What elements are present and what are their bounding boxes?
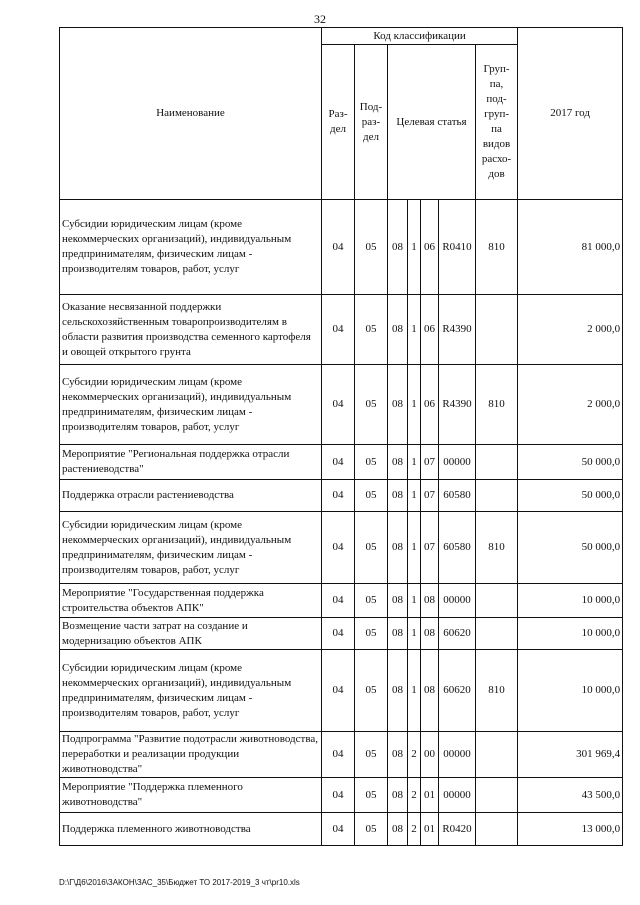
row-target-event: 00 [421, 732, 439, 778]
row-target-subprogram: 2 [408, 732, 421, 778]
row-target-event: 08 [421, 584, 439, 618]
row-expense-group [476, 295, 518, 365]
row-target-program: 08 [388, 480, 408, 512]
row-section: 04 [322, 200, 355, 295]
table-row [60, 650, 623, 732]
row-amount: 10 000,0 [518, 618, 623, 650]
row-target-subprogram: 1 [408, 480, 421, 512]
row-subsection: 05 [355, 732, 388, 778]
row-name: Субсидии юридическим лицам (кроме некоммерческих организаций), индивидуальным предпринимателям, физическим лицам - производителям товаров, работ, услуг [60, 650, 322, 732]
row-target-subprogram: 2 [408, 813, 421, 846]
row-subsection: 05 [355, 365, 388, 445]
row-amount: 50 000,0 [518, 512, 623, 584]
row-target-program: 08 [388, 512, 408, 584]
row-section: 04 [322, 813, 355, 846]
row-target-code: 00000 [439, 732, 476, 778]
row-target-program: 08 [388, 813, 408, 846]
row-subsection: 05 [355, 618, 388, 650]
row-target-code: R0410 [439, 200, 476, 295]
row-name: Мероприятие "Поддержка племенного животноводства" [60, 778, 322, 813]
row-expense-group: 810 [476, 650, 518, 732]
row-target-code: R0420 [439, 813, 476, 846]
table-body [60, 200, 623, 846]
row-target-program: 08 [388, 365, 408, 445]
row-target-subprogram: 1 [408, 295, 421, 365]
row-expense-group [476, 480, 518, 512]
row-section: 04 [322, 618, 355, 650]
file-path-footer: D:\Г\Д6\2016\ЗАКОН\ЗАС_35\Бюджет ТО 2017-2019_3 чт\pr10.xls [59, 878, 300, 887]
row-target-code: 60580 [439, 480, 476, 512]
row-subsection: 05 [355, 512, 388, 584]
row-target-subprogram: 1 [408, 445, 421, 480]
row-target-event: 01 [421, 778, 439, 813]
row-target-code: 60620 [439, 618, 476, 650]
row-amount: 10 000,0 [518, 584, 623, 618]
header-target-article: Целевая статья [388, 45, 476, 200]
row-expense-group: 810 [476, 200, 518, 295]
table-row [60, 200, 623, 295]
row-target-code: 00000 [439, 584, 476, 618]
row-expense-group [476, 618, 518, 650]
row-subsection: 05 [355, 650, 388, 732]
row-target-subprogram: 1 [408, 200, 421, 295]
row-expense-group: 810 [476, 365, 518, 445]
row-target-subprogram: 1 [408, 365, 421, 445]
row-target-subprogram: 1 [408, 650, 421, 732]
row-target-program: 08 [388, 200, 408, 295]
row-section: 04 [322, 778, 355, 813]
table-row [60, 365, 623, 445]
row-name: Оказание несвязанной поддержки сельскохозяйственным товаропроизводителям в области развития производства семенного картофеля и овощей открытого грунта [60, 295, 322, 365]
table-row [60, 512, 623, 584]
row-target-program: 08 [388, 295, 408, 365]
row-amount: 81 000,0 [518, 200, 623, 295]
row-section: 04 [322, 732, 355, 778]
header-section: Раз- дел [322, 45, 355, 200]
row-target-code: 00000 [439, 445, 476, 480]
row-subsection: 05 [355, 584, 388, 618]
row-amount: 50 000,0 [518, 445, 623, 480]
row-target-code: R4390 [439, 365, 476, 445]
table-row [60, 480, 623, 512]
row-expense-group [476, 584, 518, 618]
row-name: Возмещение части затрат на создание и модернизацию объектов АПК [60, 618, 322, 650]
row-subsection: 05 [355, 813, 388, 846]
row-name: Мероприятие "Государственная поддержка строительства объектов АПК" [60, 584, 322, 618]
row-target-program: 08 [388, 650, 408, 732]
row-amount: 301 969,4 [518, 732, 623, 778]
budget-classification-table [59, 27, 623, 846]
row-expense-group: 810 [476, 512, 518, 584]
row-subsection: 05 [355, 778, 388, 813]
row-target-program: 08 [388, 732, 408, 778]
table-row [60, 778, 623, 813]
row-target-event: 07 [421, 445, 439, 480]
header-subsection: Под- раз- дел [355, 45, 388, 200]
row-name: Поддержка отрасли растениеводства [60, 480, 322, 512]
header-classification-code: Код классификации [322, 28, 518, 45]
row-name: Субсидии юридическим лицам (кроме некоммерческих организаций), индивидуальным предпринимателям, физическим лицам - производителям товаров, работ, услуг [60, 365, 322, 445]
row-target-code: R4390 [439, 295, 476, 365]
row-target-event: 06 [421, 365, 439, 445]
row-amount: 43 500,0 [518, 778, 623, 813]
row-target-event: 06 [421, 200, 439, 295]
row-section: 04 [322, 584, 355, 618]
row-name: Подпрограмма "Развитие подотрасли животноводства, переработки и реализации продукции животноводства" [60, 732, 322, 778]
row-section: 04 [322, 295, 355, 365]
row-target-program: 08 [388, 584, 408, 618]
header-name: Наименование [60, 28, 322, 200]
row-expense-group [476, 778, 518, 813]
row-target-event: 07 [421, 480, 439, 512]
row-target-program: 08 [388, 618, 408, 650]
row-subsection: 05 [355, 200, 388, 295]
row-expense-group [476, 732, 518, 778]
row-amount: 13 000,0 [518, 813, 623, 846]
page-number: 32 [314, 12, 326, 26]
row-target-event: 08 [421, 650, 439, 732]
table-row [60, 732, 623, 778]
row-section: 04 [322, 480, 355, 512]
row-target-event: 06 [421, 295, 439, 365]
row-target-event: 08 [421, 618, 439, 650]
row-section: 04 [322, 365, 355, 445]
table-row [60, 445, 623, 480]
row-amount: 50 000,0 [518, 480, 623, 512]
header-expense-group: Груп- па, под- груп- па видов расхо- дов [476, 45, 518, 200]
row-amount: 2 000,0 [518, 365, 623, 445]
row-target-program: 08 [388, 778, 408, 813]
row-target-code: 60580 [439, 512, 476, 584]
row-section: 04 [322, 445, 355, 480]
row-target-program: 08 [388, 445, 408, 480]
row-section: 04 [322, 650, 355, 732]
row-amount: 2 000,0 [518, 295, 623, 365]
row-target-code: 00000 [439, 778, 476, 813]
row-target-subprogram: 1 [408, 584, 421, 618]
row-subsection: 05 [355, 295, 388, 365]
row-amount: 10 000,0 [518, 650, 623, 732]
row-target-code: 60620 [439, 650, 476, 732]
row-expense-group [476, 813, 518, 846]
table-header [60, 28, 623, 200]
row-target-event: 01 [421, 813, 439, 846]
table-row [60, 618, 623, 650]
row-subsection: 05 [355, 480, 388, 512]
header-year-2017: 2017 год [518, 28, 623, 200]
row-name: Субсидии юридическим лицам (кроме некоммерческих организаций), индивидуальным предпринимателям, физическим лицам - производителям товаров, работ, услуг [60, 512, 322, 584]
row-target-event: 07 [421, 512, 439, 584]
row-section: 04 [322, 512, 355, 584]
row-target-subprogram: 1 [408, 618, 421, 650]
row-name: Поддержка племенного животноводства [60, 813, 322, 846]
row-name: Субсидии юридическим лицам (кроме некоммерческих организаций), индивидуальным предпринимателям, физическим лицам - производителям товаров, работ, услуг [60, 200, 322, 295]
row-target-subprogram: 1 [408, 512, 421, 584]
row-expense-group [476, 445, 518, 480]
table-row [60, 584, 623, 618]
row-subsection: 05 [355, 445, 388, 480]
table-row [60, 295, 623, 365]
table-row [60, 813, 623, 846]
row-target-subprogram: 2 [408, 778, 421, 813]
row-name: Мероприятие "Региональная поддержка отрасли растениеводства" [60, 445, 322, 480]
